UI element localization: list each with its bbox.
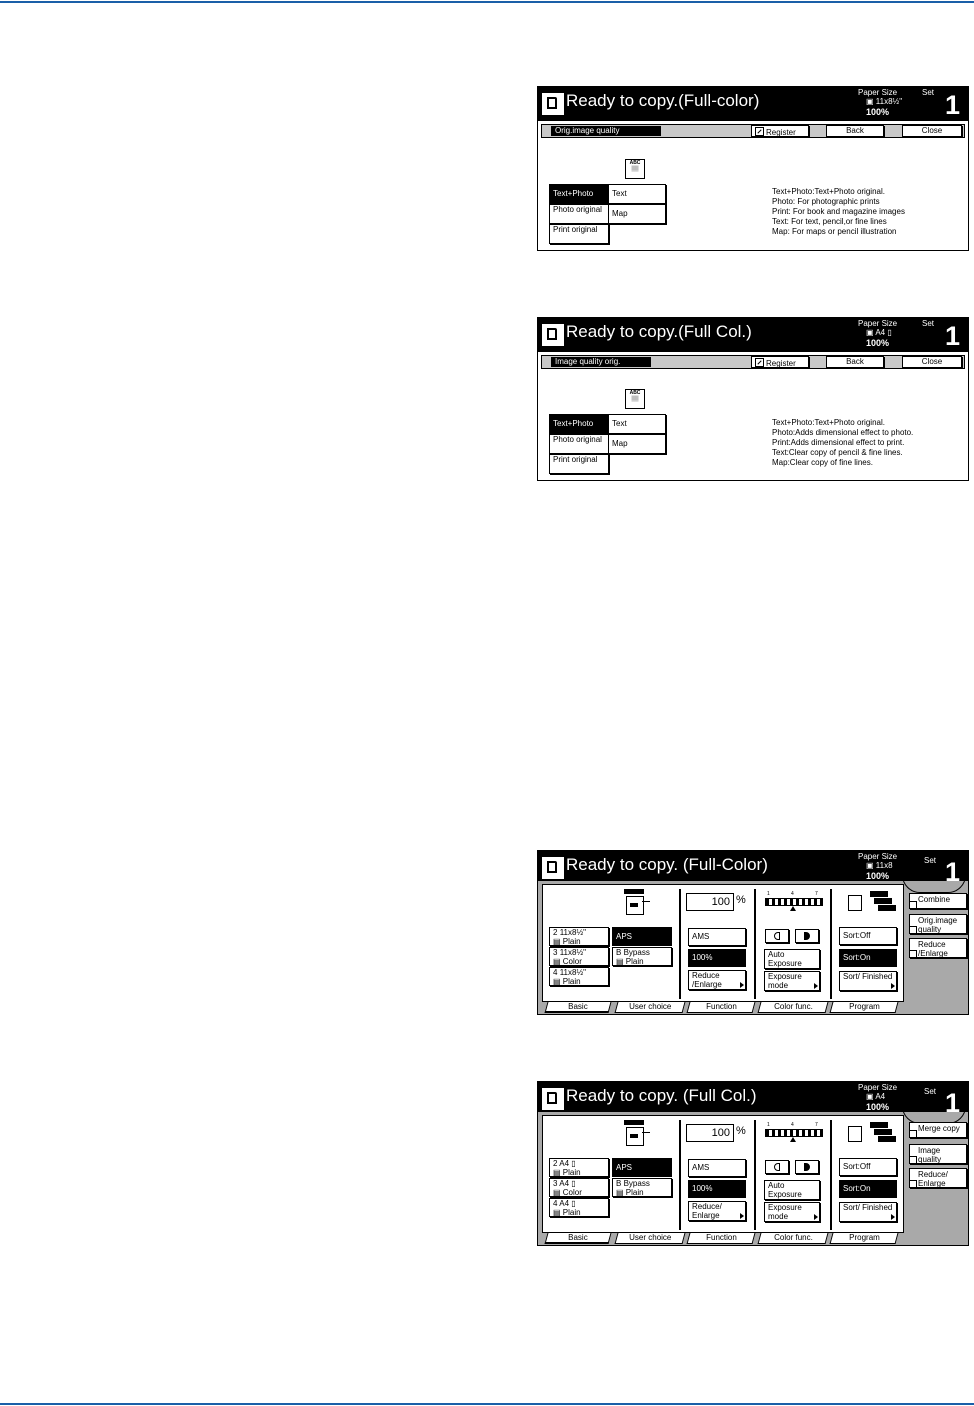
register-icon <box>909 1130 917 1138</box>
tab-program[interactable] <box>830 1002 899 1013</box>
paper-size-label: Paper Size <box>858 319 898 328</box>
tray-type: Plain <box>562 976 581 986</box>
paper-size-text: A4 <box>875 328 886 337</box>
tray-num: 3 <box>553 1179 558 1188</box>
paper-size-value: ▣ 11x8 <box>866 861 893 870</box>
register-icon <box>909 1156 917 1164</box>
option-text-photo[interactable]: Text+Photo <box>549 184 609 204</box>
tray-2-button[interactable]: 2 11x8½" ▤ Plain <box>549 927 609 946</box>
register-button[interactable] <box>751 356 809 368</box>
tray-num: 2 <box>553 928 558 937</box>
tray-size: 11x8½" <box>559 968 586 977</box>
tab-user-choice[interactable] <box>615 1233 686 1244</box>
image-quality-screen-metric <box>537 317 969 481</box>
register-button[interactable] <box>751 125 809 137</box>
scale-label-4: 4 <box>791 1122 794 1128</box>
top-rule <box>0 1 974 3</box>
divider <box>679 889 681 999</box>
tab-program[interactable] <box>830 1233 899 1244</box>
option-text[interactable]: Text <box>608 414 666 434</box>
back-button[interactable]: Back <box>826 356 884 368</box>
paper-size-value: ▣ A4 ▯ <box>866 328 892 337</box>
document-icon <box>542 324 564 346</box>
sort-on-button[interactable]: Sort:On <box>839 1180 897 1198</box>
tray-num: 4 <box>553 968 558 977</box>
zoom-100-button[interactable]: 100% <box>688 1180 746 1198</box>
option-print-original[interactable]: Print original <box>549 224 609 244</box>
side-button-label: Image quality <box>918 1146 942 1164</box>
scale-label-1: 1 <box>767 891 770 897</box>
basic-panel <box>542 1115 904 1233</box>
sort-finished-button[interactable]: Sort/ Finished <box>839 971 897 991</box>
register-icon <box>909 1180 917 1188</box>
copier-icon <box>624 889 646 915</box>
option-photo-original[interactable]: Photo original <box>549 434 609 454</box>
register-icon <box>909 950 917 958</box>
sort-off-button[interactable]: Sort:Off <box>839 927 897 945</box>
reduce-enlarge-button[interactable]: Reduce/ Enlarge <box>688 1201 746 1221</box>
paper-size-label: Paper Size <box>858 1083 898 1092</box>
tray-type: Color <box>562 1187 582 1197</box>
sort-icon <box>848 891 890 915</box>
exposure-scale <box>765 891 823 913</box>
scale-label-4: 4 <box>791 891 794 897</box>
tray-4-button[interactable]: 4 11x8½" ▤ Plain <box>549 967 609 986</box>
paper-size-text: 11x8 <box>875 861 893 870</box>
tab-basic[interactable] <box>545 1233 612 1244</box>
description-line: Text+Photo:Text+Photo original. <box>772 187 885 196</box>
description-line: Print:Adds dimensional effect to print. <box>772 438 905 447</box>
tab-color-func[interactable] <box>758 1002 829 1013</box>
description-line: Text:Clear copy of pencil & fine lines. <box>772 448 903 457</box>
copier-icon <box>624 1120 646 1146</box>
set-label: Set <box>922 88 935 97</box>
tray-num: 2 <box>553 1159 558 1168</box>
option-photo-original[interactable]: Photo original <box>549 204 609 224</box>
zoom-value-field[interactable]: 100 <box>686 1124 734 1142</box>
description-line: Map: For maps or pencil illustration <box>772 227 897 236</box>
zoom-readout: 100% <box>866 107 890 117</box>
divider <box>679 1120 681 1230</box>
bypass-type: Plain <box>625 956 644 966</box>
bottom-rule <box>0 1403 974 1405</box>
function-title: Orig.image quality <box>551 126 661 136</box>
ams-button[interactable]: AMS <box>688 1159 746 1177</box>
register-icon <box>909 901 917 909</box>
description-line: Photo:Adds dimensional effect to photo. <box>772 428 914 437</box>
tray-3-button[interactable]: 3 11x8½" ▤ Color <box>549 947 609 966</box>
side-button-label: Reduce /Enlarge <box>918 940 948 958</box>
tray-size: A4 <box>559 1159 570 1168</box>
sort-finished-button[interactable]: Sort/ Finished <box>839 1202 897 1222</box>
paper-size-label: Paper Size <box>858 88 898 97</box>
paper-size-text: 11x8½" <box>875 97 903 106</box>
register-icon <box>909 926 917 934</box>
description-line: Map:Clear copy of fine lines. <box>772 458 873 467</box>
option-map[interactable]: Map <box>608 204 666 224</box>
set-label: Set <box>924 1087 937 1096</box>
paper-size-text: A4 <box>875 1092 886 1101</box>
tab-label: User choice <box>629 1002 672 1011</box>
set-label: Set <box>924 856 937 865</box>
paper-size-value: ▣ 11x8½" <box>866 97 903 106</box>
side-button-label: Orig.image quality <box>918 916 958 934</box>
aps-button[interactable]: APS <box>612 927 672 946</box>
set-count: 1 <box>944 1088 960 1118</box>
side-button-label: Combine <box>918 895 951 904</box>
status-title: Ready to copy. (Full-Color) <box>566 855 768 874</box>
set-count: 1 <box>944 321 960 351</box>
option-text[interactable]: Text <box>608 184 666 204</box>
set-highlight-circle <box>902 1081 966 1124</box>
side-button-label: Merge copy <box>918 1124 960 1133</box>
basic-copy-screen-metric <box>537 1081 969 1246</box>
sort-icon <box>848 1122 890 1146</box>
tray-4-button[interactable]: 4 A4 ▯ ▤ Plain <box>549 1198 609 1217</box>
status-bar <box>538 87 968 121</box>
close-button[interactable]: Close <box>902 356 962 368</box>
exposure-mode-button[interactable]: Exposure mode <box>764 1202 820 1222</box>
tab-user-choice[interactable] <box>615 1002 686 1013</box>
tray-type: Plain <box>562 936 581 946</box>
function-title: Image quality orig. <box>551 357 651 367</box>
status-title: Ready to copy.(Full-color) <box>566 91 760 110</box>
option-print-original[interactable]: Print original <box>549 454 609 474</box>
bypass-num: B <box>616 1179 622 1188</box>
tab-label: Color func. <box>773 1002 813 1011</box>
abc-original-icon: ABC ▒▒ <box>625 159 645 179</box>
auto-exposure-button[interactable]: Auto Exposure <box>764 949 820 969</box>
tray-num: 3 <box>553 948 558 957</box>
exposure-lighter-button[interactable] <box>765 1160 789 1174</box>
exposure-mode-button[interactable]: Exposure mode <box>764 971 820 991</box>
percent-sign: % <box>736 1125 746 1137</box>
tray-3-button[interactable]: 3 A4 ▯ ▤ Color <box>549 1178 609 1197</box>
scale-label-7: 7 <box>815 1122 818 1128</box>
exposure-darker-button[interactable] <box>795 929 819 943</box>
scale-label-7: 7 <box>815 891 818 897</box>
tray-type: Plain <box>562 1167 581 1177</box>
description-line: Text: For text, pencil,or fine lines <box>772 217 887 226</box>
basic-copy-screen-letter <box>537 850 969 1015</box>
bypass-button[interactable]: B Bypass ▤ Plain <box>612 1178 672 1197</box>
set-count: 1 <box>944 857 960 887</box>
scale-label-1: 1 <box>767 1122 770 1128</box>
set-label: Set <box>922 319 935 328</box>
description-line: Text+Photo:Text+Photo original. <box>772 418 885 427</box>
auto-exposure-button[interactable]: Auto Exposure <box>764 1180 820 1200</box>
function-header <box>541 355 965 369</box>
zoom-100-button[interactable]: 100% <box>688 949 746 967</box>
tray-num: 4 <box>553 1199 558 1208</box>
divider <box>754 889 756 999</box>
tab-label: Program <box>848 1002 880 1011</box>
bypass-num: B <box>616 948 622 957</box>
tab-label: Color func. <box>773 1233 813 1242</box>
close-button[interactable]: Close <box>902 125 962 137</box>
ams-button[interactable]: AMS <box>688 928 746 946</box>
aps-button[interactable]: APS <box>612 1158 672 1177</box>
exposure-scale <box>765 1122 823 1144</box>
option-map[interactable]: Map <box>608 434 666 454</box>
side-reduce-enlarge-button[interactable] <box>909 1168 967 1188</box>
bypass-label: Bypass <box>623 1179 650 1188</box>
tab-label: Function <box>705 1002 737 1011</box>
bypass-button[interactable]: B Bypass ▤ Plain <box>612 947 672 966</box>
description-list <box>772 187 905 237</box>
abc-original-icon: ABC ▒▒ <box>625 389 645 409</box>
description-line: Photo: For photographic prints <box>772 197 880 206</box>
bypass-label: Bypass <box>623 948 650 957</box>
function-header <box>541 124 965 138</box>
image-quality-screen-letter <box>537 86 969 251</box>
tab-label: Basic <box>568 1233 588 1242</box>
paper-size-value: ▣ A4 <box>866 1092 886 1101</box>
tab-label: Basic <box>568 1002 588 1011</box>
tray-2-button[interactable]: 2 A4 ▯ ▤ Plain <box>549 1158 609 1177</box>
divider <box>754 1120 756 1230</box>
tab-label: Function <box>705 1233 737 1242</box>
orig-image-quality-button[interactable] <box>909 914 967 934</box>
side-button-label: Reduce/ Enlarge <box>918 1170 948 1188</box>
tab-function[interactable] <box>687 1002 756 1013</box>
set-count: 1 <box>944 90 960 120</box>
exposure-lighter-button[interactable] <box>765 929 789 943</box>
tab-function[interactable] <box>687 1233 756 1244</box>
tray-type: Color <box>562 956 582 966</box>
zoom-readout: 100% <box>866 1102 890 1112</box>
description-list <box>772 418 913 468</box>
tab-color-func[interactable] <box>758 1233 829 1244</box>
image-quality-button[interactable] <box>909 1144 967 1164</box>
sort-on-button[interactable]: Sort:On <box>839 949 897 967</box>
percent-sign: % <box>736 894 746 906</box>
exposure-pointer <box>790 1137 796 1142</box>
register-icon <box>755 358 764 367</box>
exposure-bar <box>765 898 823 906</box>
tab-label: User choice <box>629 1233 672 1242</box>
tray-type: Plain <box>562 1207 581 1217</box>
tray-size: A4 <box>559 1179 570 1188</box>
status-bar <box>538 318 968 352</box>
zoom-readout: 100% <box>866 871 890 881</box>
register-icon <box>755 127 764 136</box>
side-reduce-enlarge-button[interactable] <box>909 938 967 958</box>
exposure-pointer <box>790 906 796 911</box>
tray-size: 11x8½" <box>559 928 586 937</box>
combine-button[interactable] <box>909 893 967 909</box>
back-button[interactable]: Back <box>826 125 884 137</box>
set-highlight-circle <box>902 850 966 893</box>
tab-label: Program <box>848 1233 880 1242</box>
exposure-bar <box>765 1129 823 1137</box>
sort-off-button[interactable]: Sort:Off <box>839 1158 897 1176</box>
exposure-darker-button[interactable] <box>795 1160 819 1174</box>
status-title: Ready to copy. (Full Col.) <box>566 1086 757 1105</box>
document-icon <box>542 1088 564 1110</box>
document-icon <box>542 93 564 115</box>
merge-copy-button[interactable] <box>909 1122 967 1138</box>
reduce-enlarge-button[interactable]: Reduce /Enlarge <box>688 970 746 990</box>
basic-panel <box>542 884 904 1002</box>
tray-size: A4 <box>559 1199 570 1208</box>
zoom-readout: 100% <box>866 338 890 348</box>
description-line: Print: For book and magazine images <box>772 207 905 216</box>
divider <box>830 1120 832 1230</box>
tray-size: 11x8½" <box>559 948 586 957</box>
register-label: Register <box>766 359 796 368</box>
register-label: Register <box>766 128 796 137</box>
bypass-type: Plain <box>625 1187 644 1197</box>
option-text-photo[interactable]: Text+Photo <box>549 414 609 434</box>
status-title: Ready to copy.(Full Col.) <box>566 322 752 341</box>
zoom-value-field[interactable]: 100 <box>686 893 734 911</box>
document-icon <box>542 857 564 879</box>
divider <box>830 889 832 999</box>
paper-size-label: Paper Size <box>858 852 898 861</box>
tab-basic[interactable] <box>545 1002 612 1013</box>
